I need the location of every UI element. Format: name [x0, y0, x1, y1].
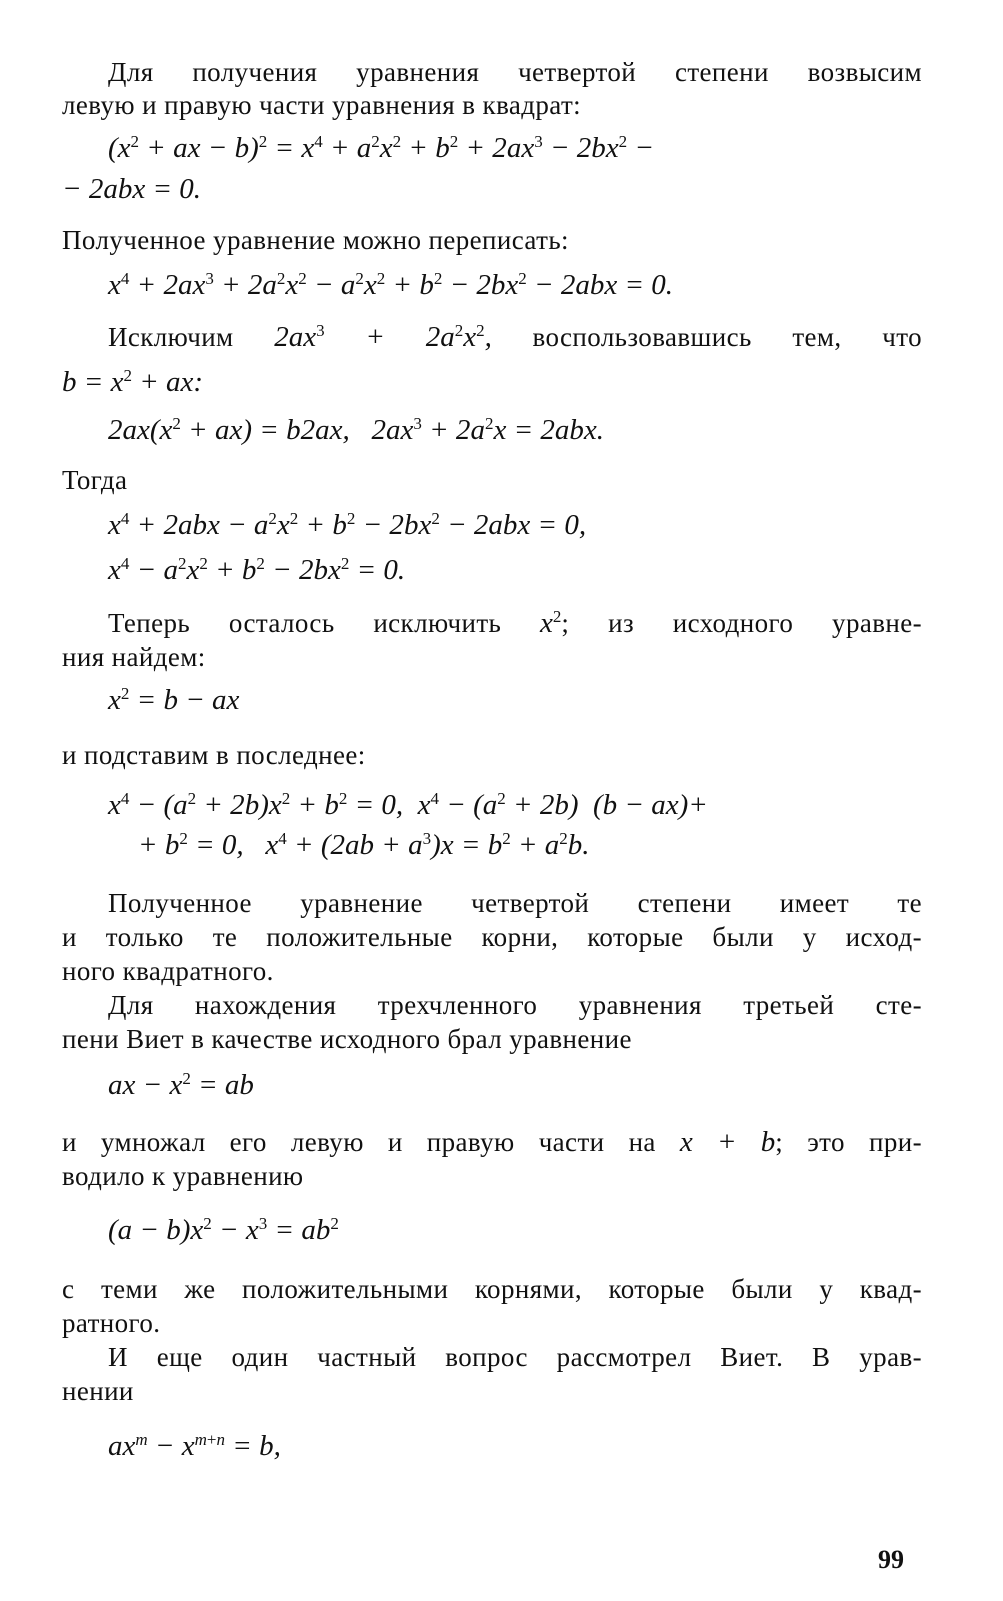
- page-number: 99: [878, 1545, 904, 1574]
- formula-square-expansion: ($x^2$ + ax − $b)^2 = x^4 + a^2x^2 + b^2 + 2ax^3 - 2bx^2$ −: [108, 132, 654, 164]
- paragraph-line: левую и правую части уравнения в квадрат:: [62, 90, 582, 120]
- paragraph-line: и умножал его левую и правую части на x + b; это при-: [62, 1126, 922, 1158]
- paragraph-line: Теперь осталось исключить $x^2$; из исходного уравне-: [108, 607, 923, 639]
- paragraph-line: И еще один частный вопрос рассмотрел Виет. В урав-: [108, 1342, 922, 1372]
- paragraph-line: Для нахождения трехчленного уравнения третьей сте-: [108, 990, 922, 1020]
- formula-b-definition: $b = x^2$ + ax:: [62, 366, 204, 398]
- paragraph-line: и только те положительные корни, которые были у исход-: [62, 922, 922, 952]
- paragraph-line: ратного.: [62, 1308, 161, 1338]
- paragraph-line: Исключим $2ax^3 + 2a^2x^2$, воспользовавшись тем, что: [108, 321, 922, 353]
- formula-substitution-2: + $b^2 = 0$, $x^4 + (2ab + a^3)x = b^2 + a^2b$.: [138, 829, 590, 861]
- paragraph-line: Для получения уравнения четвертой степени возвысим: [108, 57, 922, 87]
- formula-then-2: $x^4 - a^2x^2 + b^2 - 2bx^2 = 0$.: [108, 554, 406, 586]
- paragraph-line: ния найдем:: [62, 642, 206, 672]
- paragraph-line: ного квадратного.: [62, 956, 274, 986]
- paragraph-line: Полученное уравнение четвертой степени имеет те: [108, 888, 922, 918]
- paragraph-line: нении: [62, 1376, 134, 1406]
- paragraph-line: Тогда: [62, 465, 128, 495]
- formula-square-expansion-cont: − 2abx = 0.: [62, 173, 202, 205]
- formula-cubic: $(a - b)x^2 - x^3 = ab^2$: [108, 1214, 339, 1246]
- formula-x-squared: $x^2 = b$ − ax: [108, 684, 240, 716]
- paragraph-line: водило к уравнению: [62, 1161, 304, 1191]
- formula-multiplication: $2ax(x^2 + ax) = b2ax$, $2ax^3 + 2a^2x = 2abx$.: [108, 414, 605, 446]
- paragraph-line: и подставим в последнее:: [62, 740, 366, 770]
- formula-rewritten: $x^4 + 2ax^3 + 2a^2x^2 - a^2x^2 + b^2 - 2bx^2 - 2abx = 0$.: [108, 269, 674, 301]
- formula-general: $ax^m - x^{m+n} = b$,: [108, 1430, 281, 1462]
- formula-then-1: $x^4 + 2abx - a^2x^2 + b^2 - 2bx^2 - 2abx = 0$,: [108, 509, 587, 541]
- formula-substitution-1: $x^4 - (a^2 + 2b)x^2 + b^2 = 0$, $x^4 - (a^2 + 2b) (b - ax)+$: [108, 789, 708, 821]
- paragraph-line: пени Виет в качестве исходного брал уравнение: [62, 1024, 632, 1054]
- paragraph-line: Полученное уравнение можно переписать:: [62, 225, 569, 255]
- paragraph-line: с теми же положительными корнями, которые были у квад-: [62, 1274, 922, 1304]
- formula-vieta-source: ax − $x^2$ = ab: [108, 1069, 254, 1101]
